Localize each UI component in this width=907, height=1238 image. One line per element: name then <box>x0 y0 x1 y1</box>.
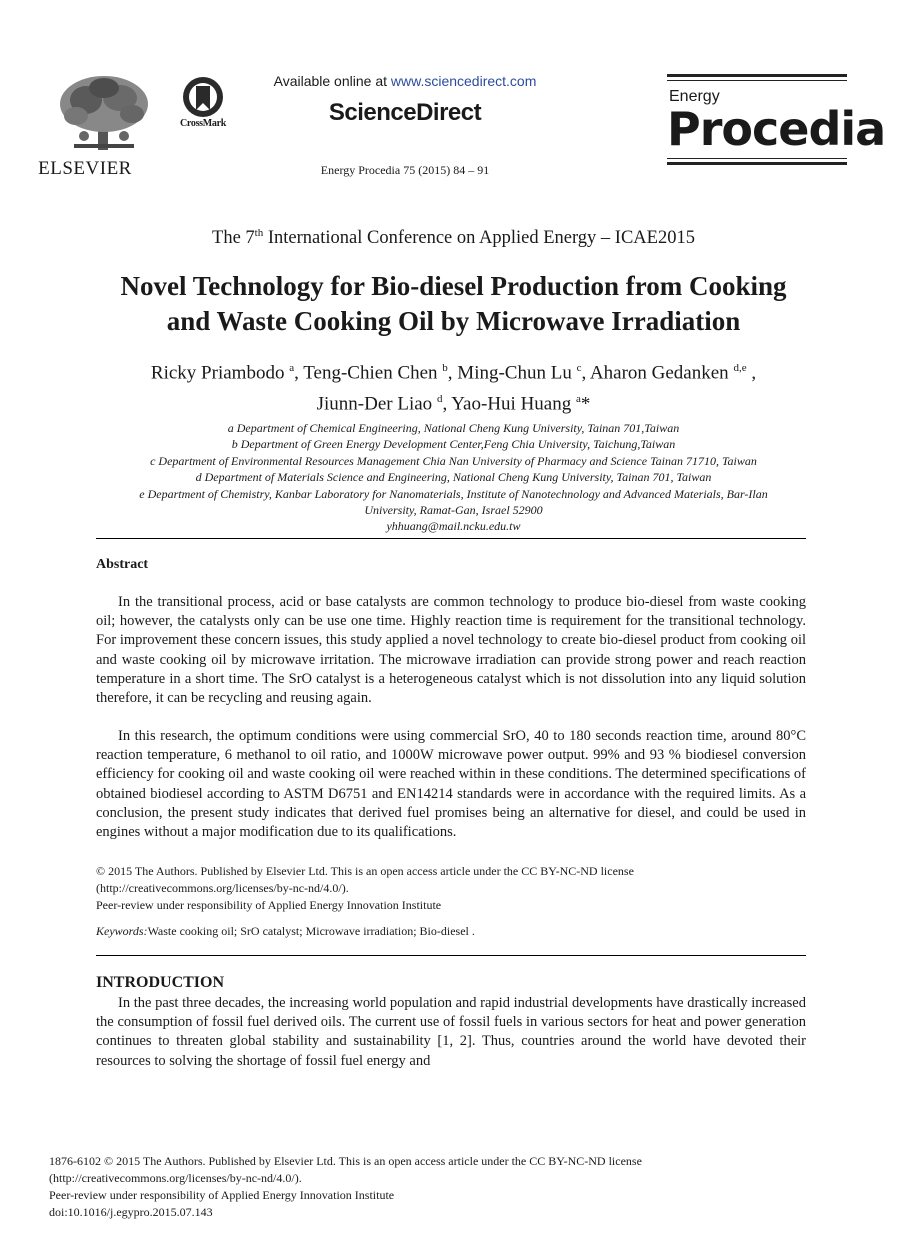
affiliation-item: a Department of Chemical Engineering, National Cheng Kung University, Tainan 701,Taiwan <box>227 421 680 435</box>
author-line-2 <box>60 386 847 417</box>
sciencedirect-brand: ScienceDirect <box>328 99 482 126</box>
author-separator: , <box>746 362 757 384</box>
affiliation-list <box>60 420 847 535</box>
author-line-1 <box>60 355 847 386</box>
affiliation-item: e Department of Chemistry, Kanbar Laboratory for Nanomaterials, Institute of Nanotechnology and Advanced Materials, Bar-Ilan <box>139 486 768 501</box>
journal-logo-rule-thin <box>667 80 847 81</box>
footer-peer-review: Peer-review under responsibility of Applied Energy Innovation Institute <box>49 1188 395 1202</box>
peer-review-line: Peer-review under responsibility of Applied Energy Innovation Institute <box>96 898 442 912</box>
journal-logo-rule-bottom-thick <box>667 162 847 165</box>
keywords <box>96 924 806 939</box>
conference-name <box>0 227 907 249</box>
elsevier-tree-icon <box>54 74 154 154</box>
crossmark-icon <box>182 76 224 118</box>
journal-logo-rule-bottom <box>667 158 847 159</box>
author-name: Ming-Chun Lu <box>457 362 577 384</box>
crossmark-badge[interactable] <box>170 76 236 134</box>
conference-prefix: The 7 <box>212 228 255 249</box>
journal-logo-rule <box>667 74 847 77</box>
footer-doi[interactable]: doi:10.1016/j.egypro.2015.07.143 <box>49 1205 213 1219</box>
author-separator: , <box>294 362 304 384</box>
author-separator: , <box>442 393 452 415</box>
paper-title <box>60 269 847 339</box>
author-name: Jiunn-Der Liao <box>316 393 437 415</box>
journal-logo <box>667 74 886 166</box>
abstract-heading: Abstract <box>96 557 149 572</box>
author-affiliation-mark: b <box>442 362 448 374</box>
elsevier-logo <box>24 74 146 180</box>
divider <box>96 955 806 956</box>
journal-reference: Energy Procedia 75 (2015) 84 – 91 <box>320 163 490 177</box>
conference-suffix: International Conference on Applied Energy – ICAE2015 <box>263 228 695 249</box>
corresponding-email[interactable]: yhhuang@mail.ncku.edu.tw <box>386 519 521 534</box>
divider <box>96 538 806 539</box>
availability-prefix: Available online at <box>273 73 391 89</box>
journal-name-small: Energy <box>669 88 720 105</box>
author-name: Ricky Priambodo <box>150 362 290 384</box>
conference-ordinal: th <box>254 227 264 239</box>
license-block <box>96 863 806 914</box>
author-name: Aharon Gedanken <box>589 362 734 384</box>
author-affiliation-mark: d <box>436 393 443 406</box>
author-separator: , <box>447 362 458 384</box>
footer-copyright: 1876-6102 © 2015 The Authors. Published by Elsevier Ltd. This is an open access article under the CC BY-NC-ND license <box>49 1154 642 1168</box>
introduction-paragraph: In the past three decades, the increasing world population and rapid industrial developments have drastically increased the consumption of fossil fuel derived oils. The current use of fossil fuels in various sectors for heat and power generation continues to threaten global stability and sustainability [1, 2]. Thus, countries around the world have devoted their resources to solving the shortage of fossil fuel energy and <box>96 995 806 1069</box>
abstract-paragraph-2: In this research, the optimum conditions were using commercial SrO, 40 to 180 seconds reaction time, around 80°C reaction temperature, 6 methanol to oil ratio, and 1000W microwave power output. 99% and 93 % biodiesel conversion efficiency for cooking oil and waste cooking oil were reached within in these conditions. The determined specifications of obtained biodiesel according to ASTM D6751 and EN14214 standards were in accordance with the required limits. As a conclusion, the present study indicates that derived fuel promises being an alternative for diesel, and could be used in engines without a major modification due to its qualifications. <box>96 728 806 841</box>
keywords-label: Keywords: <box>96 924 148 938</box>
affiliation-item: University, Ramat-Gan, Israel 52900 <box>364 503 543 518</box>
abstract-paragraph-1: In the transitional process, acid or base catalysts are common technology to produce bio-diesel from waste cooking oil; however, the catalysts only can be use one time. Highly reaction time is requirement for the transitional technology. For improvement these concern issues, this study applied a novel technology to create bio-diesel product from cooking oil and waste cooking oil by microwave irritation. The microwave irradiation can provide strong power and reach reaction temperature in a short time. The SrO catalyst is a heterogeneous catalyst which is not dissolution into any liquid solution therefore, it can be recycling and reusing again. <box>96 594 806 707</box>
author-separator: , <box>581 362 590 384</box>
author-affiliation-mark: c <box>576 362 582 374</box>
license-link[interactable]: (http://creativecommons.org/licenses/by-nc-nd/4.0/). <box>96 881 349 895</box>
author-affiliation-mark: d,e <box>733 362 747 374</box>
author-list <box>60 355 847 418</box>
title-line-2: and Waste Cooking Oil by Microwave Irradiation <box>166 306 741 336</box>
publisher-name: ELSEVIER <box>38 158 132 179</box>
sciencedirect-link[interactable]: www.sciencedirect.com <box>390 73 537 89</box>
author-separator: * <box>580 393 591 415</box>
page-footer <box>49 1153 849 1221</box>
keywords-text: Waste cooking oil; SrO catalyst; Microwave irradiation; Bio-diesel . <box>147 924 475 938</box>
availability-line <box>240 73 570 89</box>
introduction-heading: INTRODUCTION <box>96 974 225 991</box>
author-affiliation-mark: a <box>289 362 295 374</box>
author-name: Teng-Chien Chen <box>303 362 443 384</box>
affiliation-item: b Department of Green Energy Development Center,Feng Chia University, Taichung,Taiwan <box>231 437 676 452</box>
author-name: Yao-Hui Huang <box>451 393 576 415</box>
journal-name-big: Procedia <box>667 102 886 156</box>
footer-license-link[interactable]: (http://creativecommons.org/licenses/by-nc-nd/4.0/). <box>49 1171 302 1185</box>
crossmark-label: CrossMark <box>179 118 226 129</box>
affiliation-item: c Department of Environmental Resources Management Chia Nan University of Pharmacy and Science Tainan 71710, Taiwan <box>150 453 757 468</box>
affiliation-item: d Department of Materials Science and Engineering, National Cheng Kung University, Tainan 701, Taiwan <box>195 470 712 485</box>
license-line: © 2015 The Authors. Published by Elsevier Ltd. This is an open access article under the CC BY-NC-ND license <box>96 864 634 878</box>
title-line-1: Novel Technology for Bio-diesel Production from Cooking <box>120 271 787 301</box>
author-affiliation-mark: a <box>575 393 581 406</box>
